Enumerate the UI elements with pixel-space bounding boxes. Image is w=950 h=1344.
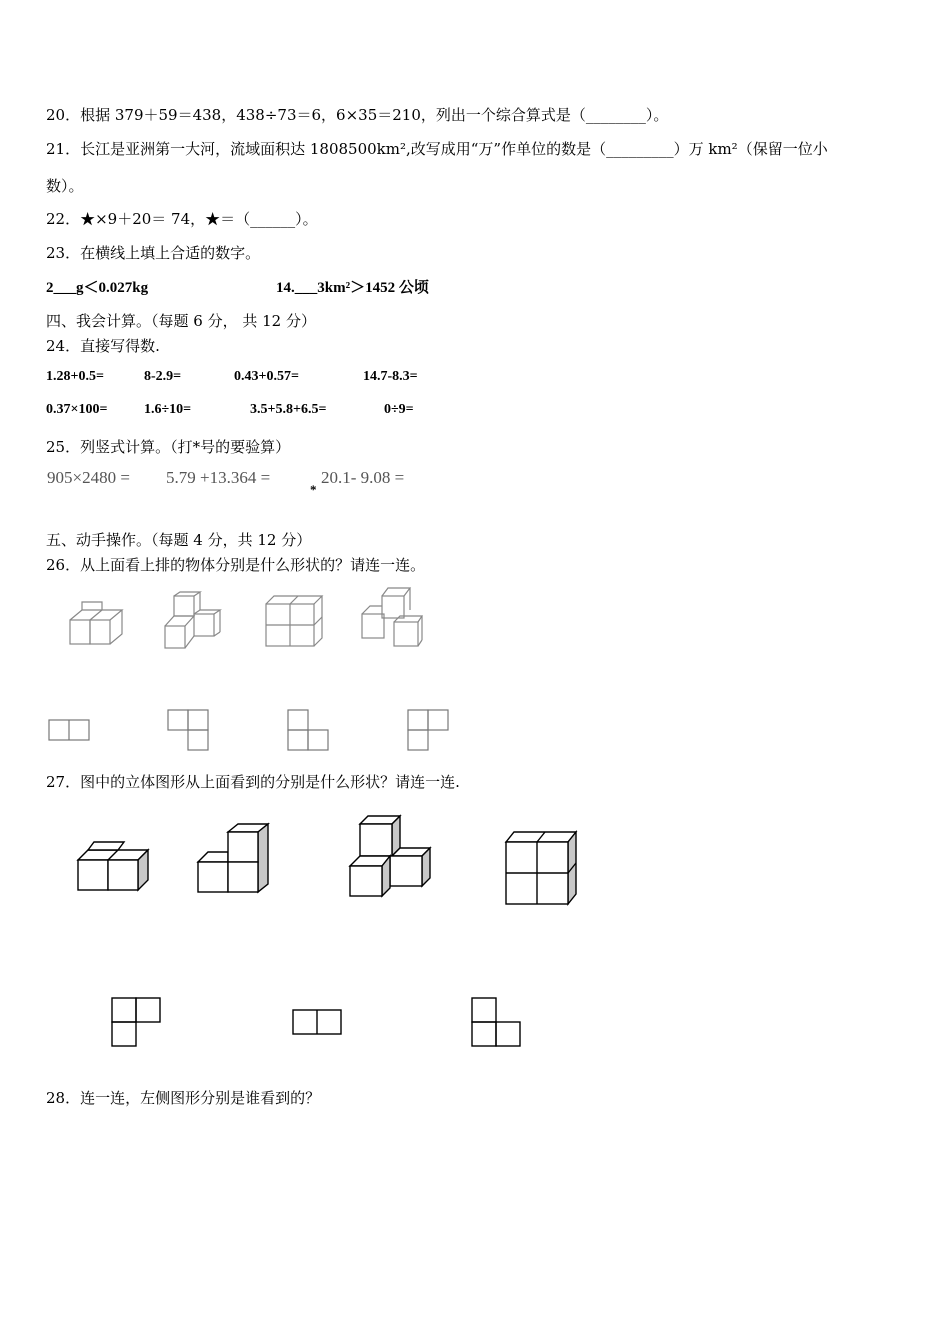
q26-solid-figure-4 [356,584,426,650]
question-25: 25．列竖式计算。（打*号的要验算） [46,438,291,456]
q26-top-view-1 [48,718,92,742]
q24-item: 14.7-8.3= [363,369,418,384]
q27-top-view-2 [291,1008,345,1036]
question-24: 24．直接写得数. [46,337,160,355]
q27-top-view-1 [110,996,164,1048]
q27-solid-figure-1 [76,838,152,894]
question-23-blank-b: 14.___3km²＞1452 公顷 [276,280,429,296]
question-26: 26．从上面看上排的物体分别是什么形状的？请连一连。 [46,556,426,574]
section-5-heading: 五、动手操作。（每题 4 分，共 12 分） [46,531,312,549]
question-21-line1: 21．长江是亚洲第一大河，流域面积达 1808500km²,改写成用“万”作单位的数是（_________）万 km²（保留一位小 [46,140,828,158]
question-20: 20．根据 379＋59＝438，438÷73＝6，6×35＝210，列出一个综合算式是（________）。 [46,106,669,124]
q26-solid-figure-3 [262,592,326,650]
q24-item: 8-2.9= [144,369,182,384]
q24-item: 1.28+0.5= [46,369,104,384]
q26-top-view-3 [286,708,332,752]
q26-top-view-4 [406,708,452,752]
q27-top-view-3 [470,996,524,1048]
section-4-heading: 四、我会计算。（每题 6 分， 共 12 分） [46,312,316,330]
question-21-line2: 数）。 [46,177,84,195]
q24-item: 3.5+5.8+6.5= [250,402,327,417]
q24-item: 0.37×100= [46,402,108,417]
q24-item: 1.6÷10= [144,402,192,417]
question-23: 23．在横线上填上合适的数字。 [46,244,261,262]
q25-item: 20.1- 9.08 = [321,468,405,487]
q27-solid-figure-3 [348,814,434,900]
question-28: 28．连一连，左侧图形分别是谁看到的？ [46,1089,321,1107]
q24-item: 0÷9= [384,402,414,417]
q27-solid-figure-2 [196,822,272,896]
q26-solid-figure-2 [160,590,230,652]
q26-top-view-2 [166,708,212,752]
question-27: 27．图中的立体图形从上面看到的分别是什么形状？请连一连. [46,773,460,791]
q24-item: 0.43+0.57= [234,369,299,384]
question-22: 22．★×9＋20＝ 74，★＝（______）。 [46,210,318,228]
q25-star-mark: * [310,482,317,497]
q26-solid-figure-1 [60,600,130,650]
question-23-blank-a: 2___g＜0.027kg [46,280,149,296]
q25-item: 905×2480 = [47,468,130,487]
q25-item: 5.79 +13.364 = [166,468,271,487]
q27-solid-figure-4 [504,830,580,906]
